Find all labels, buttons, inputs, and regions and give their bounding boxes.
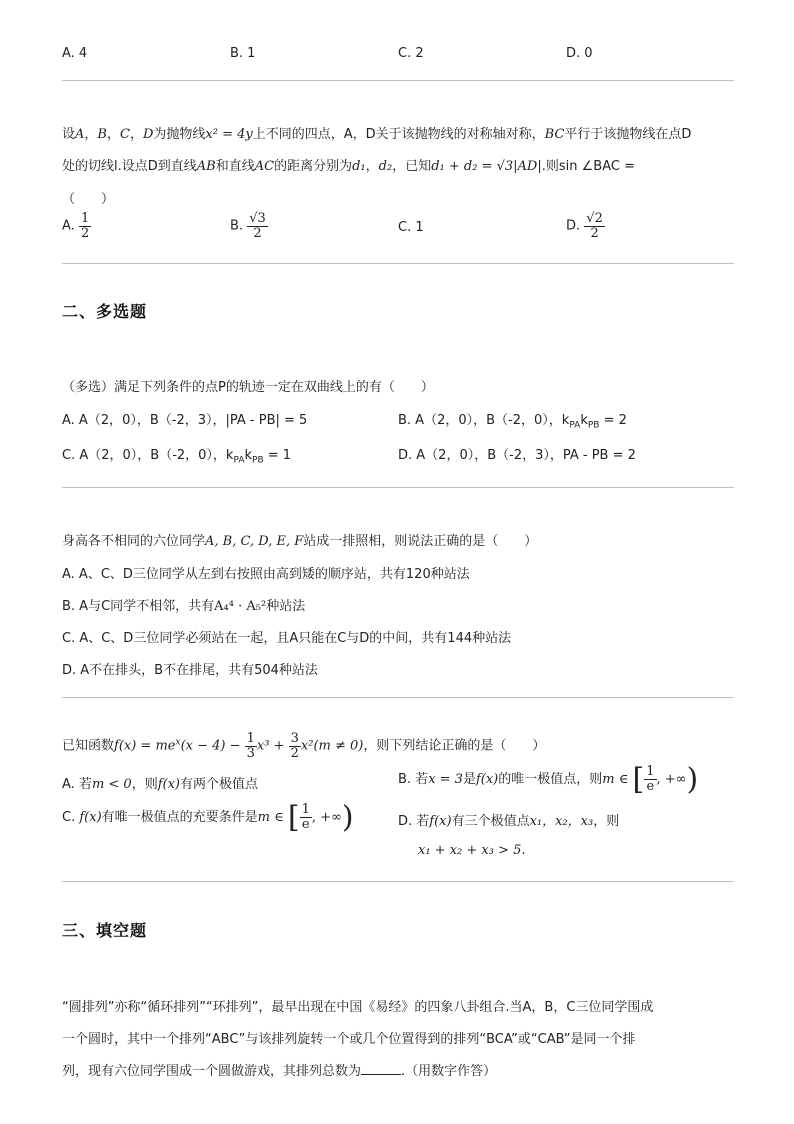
hyperbola-option-c: C. A（2，0），B（-2，0），$k_{PA}k_{PB} = 1$: [62, 448, 292, 466]
divider: [62, 881, 734, 882]
prev-option-a: A. 4: [62, 46, 88, 61]
circle-stem-line1: “圆排列”亦称“循环排列”“环排列”，最早出现在中国《易经》的四象八卦组合.当A，B，C三位同学围成: [62, 1000, 654, 1015]
hyperbola-option-d: D. A（2，0），B（-2，3），PA - PB = 2: [398, 448, 636, 463]
divider: [62, 263, 734, 264]
parabola-option-a: A. $\frac{1}{2}$: [62, 211, 90, 241]
photo-option-a: A. A、C、D三位同学从左到右按照由高到矮的顺序站，共有120种站法: [62, 567, 470, 582]
function-option-a: A. 若m < 0，则f(x)有两个极值点: [62, 777, 259, 792]
photo-option-b: B. A与C同学不相邻，共有A₄⁴ · A₅²种站法: [62, 599, 306, 614]
parabola-paren: （ ）: [62, 192, 115, 207]
circle-stem-line2: 一个圆时，其中一个排列“ABC”与该排列旋转一个或几个位置得到的排列“BCA”或“CAB”是同一个排: [62, 1032, 636, 1047]
divider: [62, 80, 734, 81]
function-option-d: D. 若f(x)有三个极值点x₁，x₂，x₃，则: [398, 814, 620, 829]
parabola-option-c: C. 1: [398, 220, 424, 235]
hyperbola-option-a: A. A（2，0），B（-2，3），|PA - PB| = 5: [62, 413, 308, 428]
circle-stem-line3: 列，现有六位同学围成一个圆做游戏，其排列总数为 .（用数字作答）: [62, 1064, 497, 1079]
divider: [62, 697, 734, 698]
divider: [62, 487, 734, 488]
function-option-b: B. 若x = 3是f(x)的唯一极值点，则m ∈ [ $\frac{1}{e}$ , +∞): [398, 762, 699, 797]
photo-stem: 身高各不相同的六位同学A, B, C, D, E, F站成一排照相，则说法正确的是（ ）: [62, 534, 538, 549]
parabola-option-b: B. $\frac{√3}{2}$: [230, 211, 266, 241]
hyperbola-option-b: B. A（2，0），B（-2，0），$k_{PA}k_{PB} = 2$: [398, 413, 627, 431]
answer-blank[interactable]: [361, 1063, 401, 1075]
photo-option-c: C. A、C、D三位同学必须站在一起，且A只能在C与D的中间，共有144种站法: [62, 631, 512, 646]
section-title-multiple-choice: 二、多选题: [62, 302, 148, 321]
parabola-stem-line2: 处的切线l.设点D到直线AB和直线AC的距离分别为d₁，d₂，已知d₁ + d₂ = √3|AD|.则sin ∠BAC =: [62, 159, 635, 174]
prev-option-c: C. 2: [398, 46, 424, 61]
function-option-c: C. f(x)有唯一极值点的充要条件是m ∈ [ $\frac{1}{e}$ , +∞): [62, 800, 354, 835]
photo-option-d: D. A不在排头，B不在排尾，共有504种站法: [62, 663, 318, 678]
parabola-stem-line1: 设A，B，C，D为抛物线x² = 4y上不同的四点，A，D关于该抛物线的对称轴对称，BC平行于该抛物线在点D: [62, 127, 692, 142]
function-stem: 已知函数$f(x) = me^x(x - 4)$ − $\frac{1}{3}$ x³ + $\frac{3}{2}$ x²(m ≠ 0)，则下列结论正确的是（ ）: [62, 731, 546, 761]
hyperbola-stem: （多选）满足下列条件的点P的轨迹一定在双曲线上的有（ ）: [62, 380, 434, 395]
prev-option-d: D. 0: [566, 46, 593, 61]
section-title-fill-in: 三、填空题: [62, 921, 148, 940]
function-option-d-line2: x₁ + x₂ + x₃ > 5.: [418, 843, 526, 858]
prev-option-b: B. 1: [230, 46, 256, 61]
parabola-option-d: D. $\frac{√2}{2}$: [566, 211, 603, 241]
